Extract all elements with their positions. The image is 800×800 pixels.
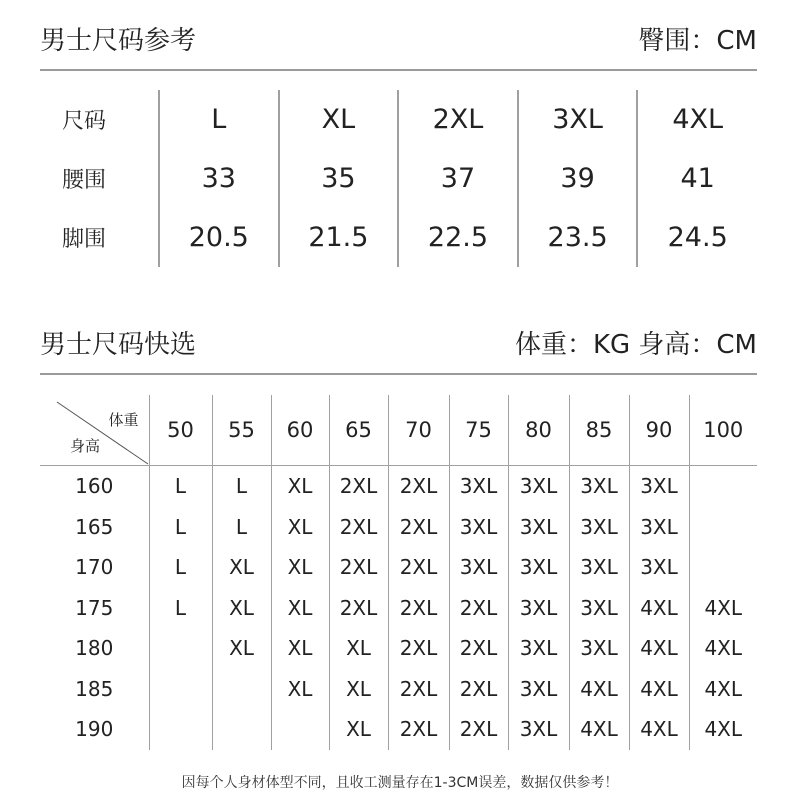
size-cell: 3XL <box>518 90 638 149</box>
size-cell: 2XL <box>388 709 449 750</box>
size-cell: 3XL <box>508 709 569 750</box>
table-row <box>40 709 757 750</box>
size-cell: 3XL <box>569 628 629 669</box>
size-cell: 3XL <box>508 466 569 507</box>
size-cell: 2XL <box>388 547 449 588</box>
table-row <box>40 466 757 507</box>
size-cell: 4XL <box>689 669 757 710</box>
height-cell: 175 <box>75 595 114 620</box>
height-cell: 180 <box>75 636 114 661</box>
size-cell: 2XL <box>449 588 508 629</box>
size-cell: XL <box>212 547 271 588</box>
size-cell: 2XL <box>388 669 449 710</box>
value-cell: 20.5 <box>159 208 279 267</box>
size-cell: 2XL <box>388 466 449 507</box>
size-cell: XL <box>271 507 329 548</box>
value-cell: 21.5 <box>279 208 399 267</box>
height-cell: 185 <box>75 676 114 701</box>
size-cell: 4XL <box>689 709 757 750</box>
size-cell: 3XL <box>508 628 569 669</box>
value-cell: 33 <box>159 149 279 208</box>
weight-header: 60 <box>271 395 329 466</box>
size-cell: L <box>149 588 212 629</box>
value-cell: 24.5 <box>637 208 757 267</box>
size-cell: XL <box>329 669 388 710</box>
size-cell <box>689 466 757 507</box>
value-cell: 35 <box>279 149 399 208</box>
weight-header: 65 <box>329 395 388 466</box>
size-cell <box>149 628 212 669</box>
size-cell: 4XL <box>569 669 629 710</box>
weight-header: 80 <box>508 395 569 466</box>
size-cell: XL <box>271 588 329 629</box>
footer-note: 因每个人身材体型不同，且收工测量存在1-3CM误差，数据仅供参考！ <box>181 775 619 791</box>
size-cell: 3XL <box>629 547 689 588</box>
size-cell: XL <box>271 466 329 507</box>
size-cell: 4XL <box>629 709 689 750</box>
weight-header: 100 <box>689 395 757 466</box>
size-cell: 2XL <box>449 669 508 710</box>
value-cell: 22.5 <box>398 208 518 267</box>
weight-header: 75 <box>449 395 508 466</box>
size-cell: XL <box>271 669 329 710</box>
weight-header: 90 <box>629 395 689 466</box>
size-cell: XL <box>212 588 271 629</box>
size-cell: XL <box>279 90 399 149</box>
size-cell: L <box>149 466 212 507</box>
size-cell: 3XL <box>629 507 689 548</box>
corner-height-label: 身高 <box>70 437 101 455</box>
size-cell <box>271 709 329 750</box>
size-reference-table <box>40 90 757 267</box>
size-cell: 3XL <box>569 507 629 548</box>
table-row <box>40 588 757 629</box>
size-cell <box>149 709 212 750</box>
table-row <box>40 547 757 588</box>
height-cell: 170 <box>75 555 114 580</box>
size-cell: XL <box>329 709 388 750</box>
size-cell: L <box>212 466 271 507</box>
size-cell: 2XL <box>449 709 508 750</box>
size-cell: XL <box>329 628 388 669</box>
table-header-row <box>40 395 757 466</box>
size-cell: 3XL <box>508 547 569 588</box>
size-cell: L <box>212 507 271 548</box>
ref-section-title: 男士尺码参考 <box>40 26 197 56</box>
size-cell: 2XL <box>329 547 388 588</box>
quick-divider <box>40 373 757 375</box>
table-row <box>40 90 757 149</box>
corner-cell <box>40 395 149 466</box>
size-cell: 3XL <box>508 588 569 629</box>
size-cell: 2XL <box>329 588 388 629</box>
height-cell: 165 <box>75 514 114 539</box>
size-cell: 3XL <box>449 507 508 548</box>
size-cell <box>689 507 757 548</box>
weight-header: 70 <box>388 395 449 466</box>
size-cell: XL <box>271 628 329 669</box>
size-cell <box>689 547 757 588</box>
size-cell: 4XL <box>689 588 757 629</box>
quick-unit-label: 体重：KG 身高：CM <box>514 330 757 360</box>
table-row <box>40 628 757 669</box>
size-cell: L <box>159 90 279 149</box>
weight-header: 50 <box>149 395 212 466</box>
size-cell: 2XL <box>388 507 449 548</box>
value-cell: 37 <box>398 149 518 208</box>
size-cell: L <box>149 507 212 548</box>
ref-section-header <box>40 20 757 57</box>
size-cell: 4XL <box>569 709 629 750</box>
value-cell: 41 <box>637 149 757 208</box>
weight-header: 85 <box>569 395 629 466</box>
value-cell: 39 <box>518 149 638 208</box>
height-cell: 160 <box>75 474 114 499</box>
size-cell: 4XL <box>629 628 689 669</box>
size-cell: 2XL <box>329 466 388 507</box>
size-cell: 3XL <box>449 547 508 588</box>
size-cell <box>149 669 212 710</box>
row-label: 脚围 <box>62 227 107 252</box>
size-cell: XL <box>212 628 271 669</box>
corner-weight-label: 体重 <box>108 411 139 429</box>
table-row <box>40 149 757 208</box>
row-label: 腰围 <box>62 168 107 193</box>
size-cell: 3XL <box>449 466 508 507</box>
size-cell: 2XL <box>449 628 508 669</box>
table-row <box>40 669 757 710</box>
size-cell <box>212 709 271 750</box>
size-cell: 2XL <box>388 628 449 669</box>
size-cell: 3XL <box>629 466 689 507</box>
size-cell: 3XL <box>508 507 569 548</box>
weight-header: 55 <box>212 395 271 466</box>
size-quick-select-table <box>40 395 757 750</box>
size-cell: L <box>149 547 212 588</box>
value-cell: 23.5 <box>518 208 638 267</box>
size-cell: 3XL <box>508 669 569 710</box>
table-row <box>40 208 757 267</box>
quick-section-header <box>40 324 757 361</box>
size-cell: 3XL <box>569 547 629 588</box>
size-cell: 2XL <box>388 588 449 629</box>
size-cell: 4XL <box>629 588 689 629</box>
height-cell: 190 <box>75 717 114 742</box>
size-cell: 3XL <box>569 466 629 507</box>
size-cell: XL <box>271 547 329 588</box>
size-cell <box>212 669 271 710</box>
size-cell: 2XL <box>398 90 518 149</box>
ref-divider <box>40 69 757 71</box>
size-cell: 4XL <box>629 669 689 710</box>
quick-section-title: 男士尺码快选 <box>40 330 197 360</box>
size-cell: 4XL <box>689 628 757 669</box>
size-cell: 4XL <box>637 90 757 149</box>
size-cell: 2XL <box>329 507 388 548</box>
size-cell: 3XL <box>569 588 629 629</box>
table-row <box>40 507 757 548</box>
row-label: 尺码 <box>62 109 107 134</box>
ref-unit-label: 臀围：CM <box>638 26 757 56</box>
